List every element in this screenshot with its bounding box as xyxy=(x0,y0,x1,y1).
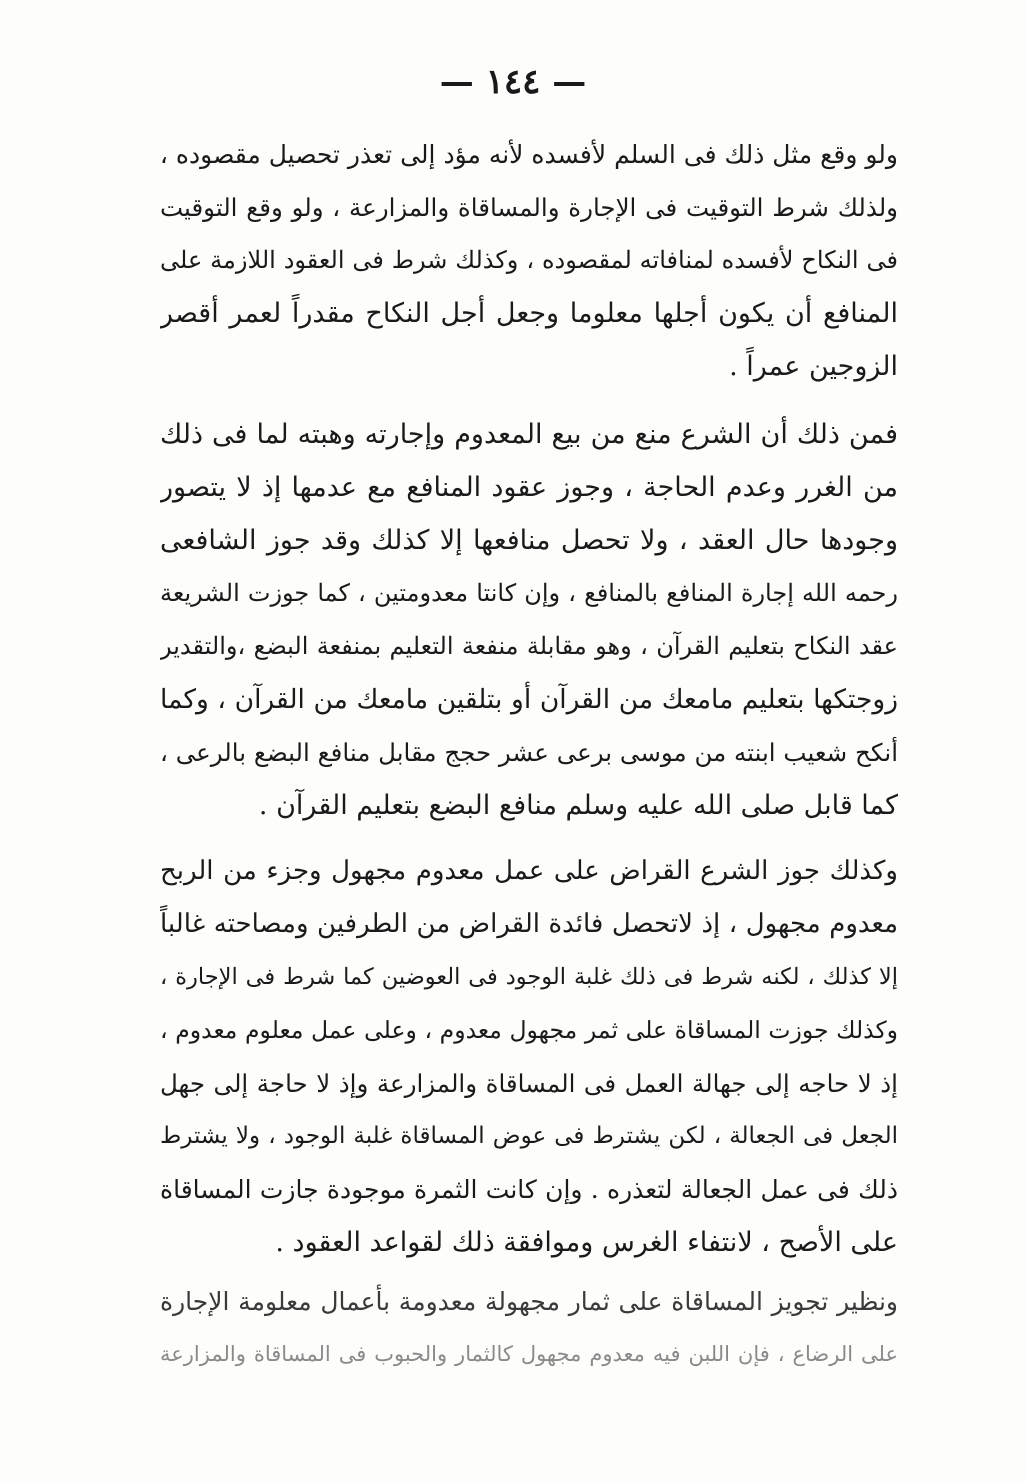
paragraph-3 xyxy=(160,845,898,1269)
text-line: أنكح شعيب ابنته من موسى برعى عشر حجج مقابل منافع البضع بالرعى ، xyxy=(160,738,898,767)
text-line: معدوم مجهول ، إذ لاتحصل فائدة القراض من الطرفين ومصاحته غالباً xyxy=(160,909,898,939)
page-number: — ١٤٤ — xyxy=(439,62,587,102)
text-line: ولذلك شرط التوقيت فى الإجارة والمساقاة والمزارعة ، ولو وقع التوقيت xyxy=(160,193,898,222)
text-line: الجعل فى الجعالة ، لكن يشترط فى عوض المساقاة غلبة الوجود ، ولا يشترط xyxy=(160,1123,898,1149)
text-line: المنافع أن يكون أجلها معلوما وجعل أجل النكاح مقدراً لعمر أقصر xyxy=(160,298,898,329)
text-line: رحمه الله إجارة المنافع بالمنافع ، وإن كانتا معدومتين ، كما جوزت الشريعة xyxy=(160,579,898,607)
paragraph-4 xyxy=(160,1275,898,1381)
text-line: وجودها حال العقد ، ولا تحصل منافعها إلا كذلك وقد جوز الشافعى xyxy=(160,525,898,556)
text-line: فمن ذلك أن الشرع منع من بيع المعدوم وإجارته وهبته لما فى ذلك xyxy=(160,419,898,450)
text-line: فى النكاح لأفسده لمنافاته لمقصوده ، وكذلك شرط فى العقود اللازمة على xyxy=(160,246,898,274)
text-line: إلا كذلك ، لكنه شرط فى ذلك غلبة الوجود فى العوضين كما شرط فى الإجارة ، xyxy=(160,964,898,990)
text-line: الزوجين عمراً . xyxy=(729,351,898,382)
text-line: ونظير تجويز المساقاة على ثمار مجهولة معدومة بأعمال معلومة الإجارة xyxy=(160,1287,898,1316)
text-line: من الغرر وعدم الحاجة ، وجوز عقود المنافع مع عدمها إذ لا يتصور xyxy=(160,472,898,503)
text-line: على الرضاع ، فإن اللبن فيه معدوم مجهول كالثمار والحبوب فى المساقاة والمزارعة xyxy=(160,1342,898,1366)
text-line: زوجتكها بتعليم مامعك من القرآن أو بتلقين مامعك من القرآن ، وكما xyxy=(160,684,898,715)
paragraph-2 xyxy=(160,408,898,832)
text-line: إذ لا حاجه إلى جهالة العمل فى المساقاة والمزارعة وإذ لا حاجة إلى جهل xyxy=(160,1069,898,1098)
paragraph-1 xyxy=(160,128,898,393)
text-line: ذلك فى عمل الجعالة لتعذره . وإن كانت الثمرة موجودة جازت المساقاة xyxy=(160,1175,898,1204)
text-line: وكذلك جوزت المساقاة على ثمر مجهول معدوم ، وعلى عمل معلوم معدوم ، xyxy=(160,1016,898,1044)
text-line: كما قابل صلى الله عليه وسلم منافع البضع بتعليم القرآن . xyxy=(258,790,898,821)
text-line: ولو وقع مثل ذلك فى السلم لأفسده لأنه مؤد إلى تعذر تحصيل مقصوده ، xyxy=(160,140,898,169)
text-line: عقد النكاح بتعليم القرآن ، وهو مقابلة منفعة التعليم بمنفعة البضع ،والتقدير xyxy=(160,632,898,660)
text-line: وكذلك جوز الشرع القراض على عمل معدوم مجهول وجزء من الربح xyxy=(160,856,898,886)
text-line: على الأصح ، لانتفاء الغرس وموافقة ذلك لقواعد العقود . xyxy=(275,1227,898,1258)
